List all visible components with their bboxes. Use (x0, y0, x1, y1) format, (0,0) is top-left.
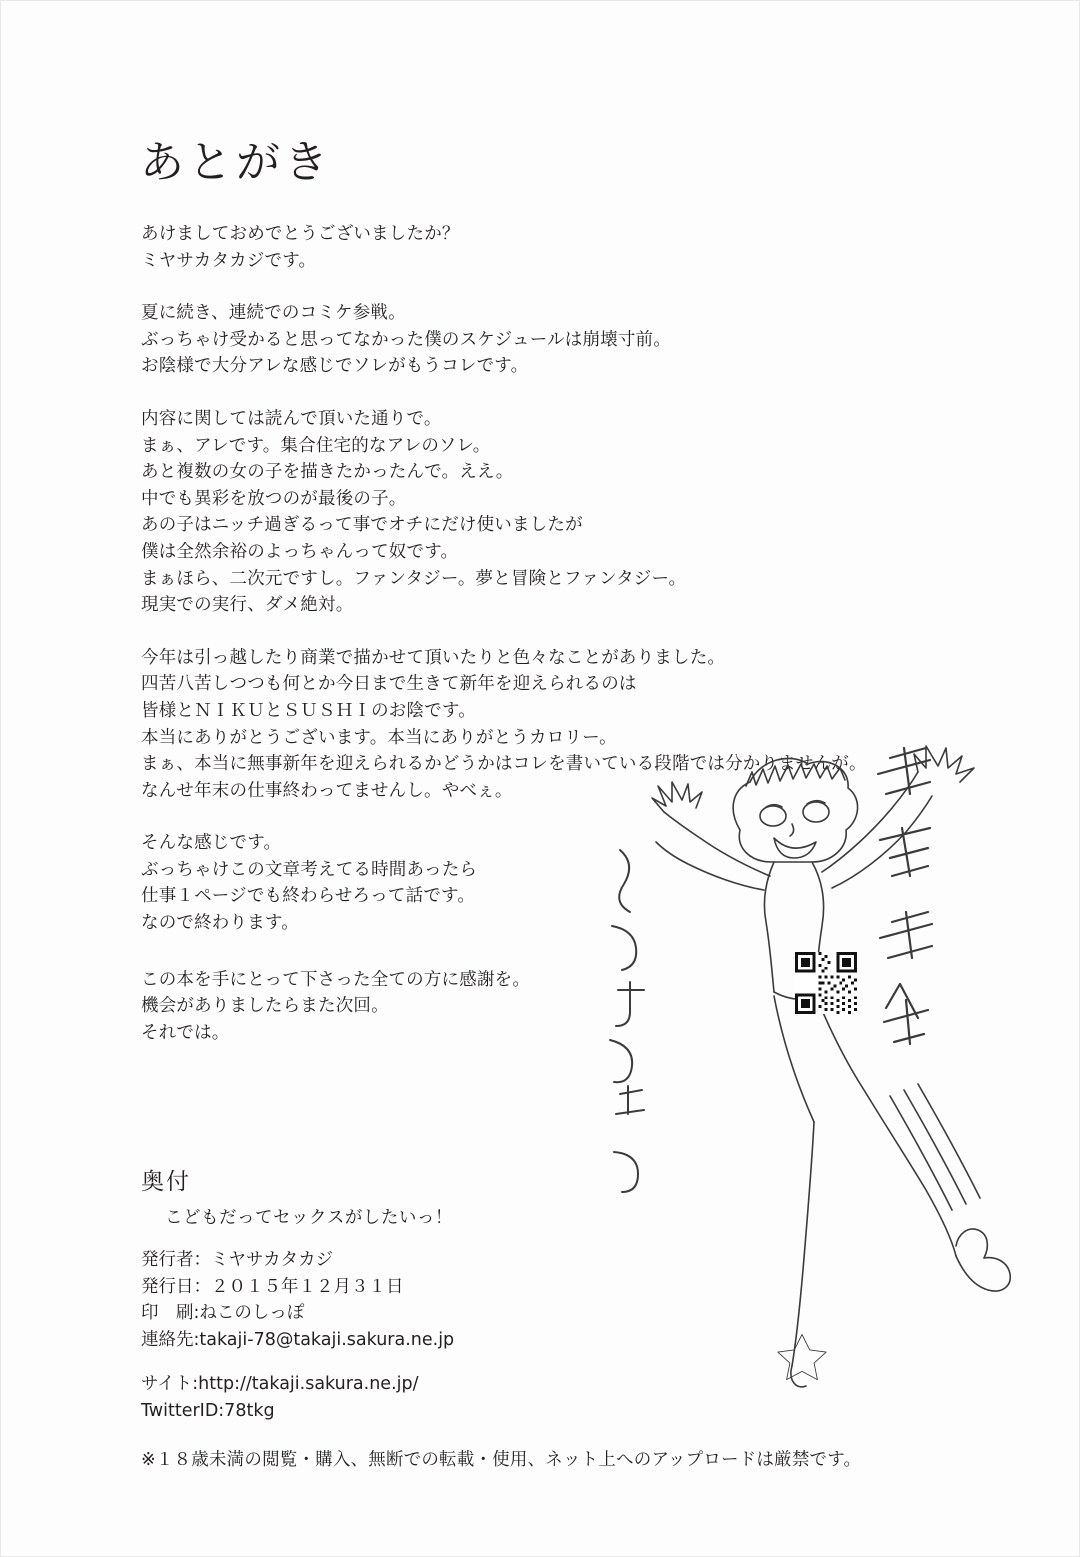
afterword-line: 現実での実行、ダメ絶対。 (141, 595, 354, 616)
afterword-line: まぁほら、二次元ですし。ファンタジー。夢と冒険とファンタジー。 (141, 568, 687, 589)
afterword-line: お陰様で大分アレな感じでソレがもうコレです。 (141, 356, 529, 377)
afterword-line: 四苦八苦しつつも何とか今日まで生きて新年を迎えられるのは (141, 674, 637, 695)
afterword-line: あの子はニッチ過ぎるって事でオチにだけ使いましたが (141, 515, 583, 536)
colophon-credit-line: 発行日：２０１５年１２月３１日 (141, 1276, 404, 1297)
colophon-heading: 奥付 (141, 1169, 191, 1195)
page-title: あとがき (140, 137, 332, 188)
colophon-credits (141, 1247, 941, 1353)
afterword-line: なんせ年末の仕事終わってませんし。やべぇ。 (141, 780, 513, 801)
colophon-contact-email: 連絡先:takaji-78@takaji.sakura.ne.jp (141, 1329, 455, 1350)
colophon (141, 1163, 941, 1471)
afterword-paragraph (141, 406, 961, 619)
afterword-paragraph (141, 300, 961, 380)
colophon-site-url[interactable]: サイト:http://takaji.sakura.ne.jp/ (141, 1374, 419, 1394)
afterword-line: それでは。 (141, 1022, 230, 1043)
qr-code (795, 952, 857, 1014)
afterword-line: 仕事１ページでも終わらせろって話です。 (141, 886, 476, 907)
colophon-links (141, 1371, 941, 1424)
afterword-line: そんな感じです。 (141, 833, 282, 854)
afterword-line: なので終わります。 (141, 913, 299, 934)
afterword-line: ぶっちゃけこの文章考えてる時間あったら (141, 859, 478, 880)
colophon-book-title: こどもだってセックスがしたいっ！ (165, 1208, 453, 1228)
afterword-line: あけましておめでとうございましたか？ (141, 224, 460, 244)
colophon-credit-line: 発行者：ミヤサカタカジ (141, 1250, 334, 1270)
afterword-line: 機会がありましたらまた次回。 (141, 996, 389, 1017)
afterword-paragraph (141, 221, 961, 274)
afterword-line: 本当にありがとうございます。本当にありがとうカロリー。 (141, 727, 617, 748)
age-restriction-notice: ※１８歳未満の閲覧・購入、無断での転載・使用、ネット上へのアップロードは厳禁です。 (141, 1450, 862, 1470)
afterword-line: 皆様とＮＩＫＵとＳＵＳＨＩのお陰です。 (141, 700, 476, 721)
afterword-line: まぁ、アレです。集合住宅的なアレのソレ。 (141, 435, 491, 456)
afterword-line: この本を手にとって下さった全ての方に感謝を。 (141, 969, 531, 990)
afterword-line: 今年は引っ越したり商業で描かせて頂いたりと色々なことがありました。 (141, 647, 726, 668)
afterword-line: 僕は全然余裕のよっちゃんって奴です。 (141, 541, 459, 562)
afterword-line: ぶっちゃけ受かると思ってなかった僕のスケジュールは崩壊寸前。 (141, 329, 671, 350)
afterword-line: あと複数の女の子を描きたかったんで。ええ。 (141, 462, 514, 483)
afterword-line: 中でも異彩を放つのが最後の子。 (141, 488, 407, 509)
colophon-twitter-id[interactable]: TwitterID:78tkg (141, 1400, 275, 1421)
colophon-credit-line: 印 刷:ねこのしっぽ (141, 1303, 305, 1323)
afterword-line: 夏に続き、連続でのコミケ参戦。 (141, 303, 406, 324)
afterword-line: まぁ、本当に無事新年を迎えられるかどうかはコレを書いている段階では分かりませんが。 (141, 754, 867, 775)
afterword-line: 内容に関しては読んで頂いた通りで。 (141, 408, 442, 429)
afterword-line: ミヤサカタカジです。 (141, 250, 317, 271)
